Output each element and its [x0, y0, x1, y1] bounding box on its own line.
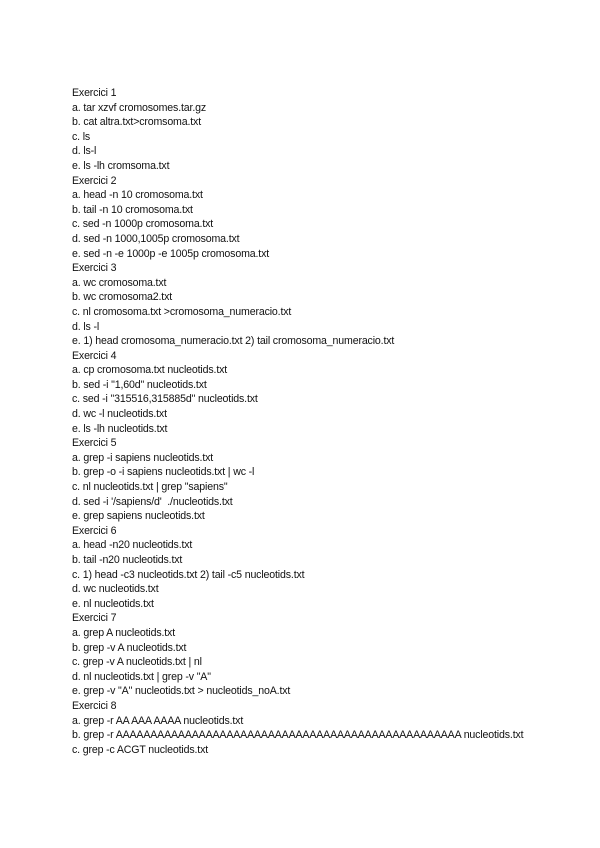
answer-line: b. tail -n 10 cromosoma.txt: [72, 203, 193, 216]
answer-line: a. grep -i sapiens nucleotids.txt: [72, 451, 214, 464]
answer-line: a. wc cromosoma.txt: [72, 276, 167, 289]
answer-line: d. sed -n 1000,1005p cromosoma.txt: [72, 232, 240, 245]
answer-line: e. nl nucleotids.txt: [72, 597, 154, 610]
section-heading-exercici-6: Exercici 6: [72, 524, 117, 537]
answer-line: d. nl nucleotids.txt | grep -v "A": [72, 670, 211, 683]
answer-line: c. grep -v A nucleotids.txt | nl: [72, 656, 202, 669]
answer-line-wrapped: b. grep -r AAAAAAAAAAAAAAAAAAAAAAAAAAAAAAAAAAAAAAAAAAAAAAAAAA nucleotids.txt: [72, 729, 524, 742]
answer-line: d. wc nucleotids.txt: [72, 583, 159, 596]
answer-line: a. head -n20 nucleotids.txt: [72, 539, 193, 552]
answer-line: e. grep sapiens nucleotids.txt: [72, 510, 205, 523]
answer-line: e. grep -v "A" nucleotids.txt > nucleotids_noA.txt: [72, 685, 291, 698]
answer-line: e. ls -lh nucleotids.txt: [72, 422, 168, 435]
answer-line: c. grep -c ACGT nucleotids.txt: [72, 743, 209, 756]
answer-line: c. nl cromosoma.txt >cromosoma_numeracio.txt: [72, 305, 292, 318]
section-heading-exercici-2: Exercici 2: [72, 174, 117, 187]
answer-line: e. ls -lh cromsoma.txt: [72, 159, 170, 172]
answer-line: b. sed -i "1,60d" nucleotids.txt: [72, 378, 207, 391]
answer-line: c. ls: [72, 130, 91, 143]
section-heading-exercici-3: Exercici 3: [72, 262, 117, 275]
answer-line: a. grep A nucleotids.txt: [72, 626, 175, 639]
answer-line: c. sed -i "315516,315885d" nucleotids.txt: [72, 393, 258, 406]
answer-line: a. head -n 10 cromosoma.txt: [72, 189, 203, 202]
section-heading-exercici-7: Exercici 7: [72, 612, 117, 625]
answer-line: e. sed -n -e 1000p -e 1005p cromosoma.txt: [72, 247, 270, 260]
answer-line: e. 1) head cromosoma_numeracio.txt 2) tail cromosoma_numeracio.txt: [72, 335, 395, 348]
section-heading-exercici-8: Exercici 8: [72, 699, 117, 712]
answer-line: a. tar xzvf cromosomes.tar.gz: [72, 101, 206, 114]
section-heading-exercici-5: Exercici 5: [72, 437, 117, 450]
section-heading-exercici-1: Exercici 1: [72, 87, 117, 99]
answer-line: b. cat altra.txt>cromsoma.txt: [72, 116, 201, 129]
answer-line: b. tail -n20 nucleotids.txt: [72, 554, 183, 566]
answer-line: d. sed -i '/sapiens/d' ./nucleotids.txt: [72, 495, 233, 508]
answer-line: c. sed -n 1000p cromosoma.txt: [72, 218, 214, 231]
answer-line: d. wc -l nucleotids.txt: [72, 408, 167, 421]
document-body: [72, 86, 542, 757]
answer-line: b. grep -o -i sapiens nucleotids.txt | wc -l: [72, 466, 255, 479]
answer-line: b. wc cromosoma2.txt: [72, 291, 173, 304]
answer-line: d. ls -l: [72, 320, 100, 333]
answer-line: d. ls-l: [72, 145, 97, 158]
answer-line: c. 1) head -c3 nucleotids.txt 2) tail -c5 nucleotids.txt: [72, 568, 305, 581]
answer-line: c. nl nucleotids.txt | grep "sapiens": [72, 481, 228, 494]
section-heading-exercici-4: Exercici 4: [72, 349, 117, 362]
answer-line: a. cp cromosoma.txt nucleotids.txt: [72, 364, 228, 377]
answer-line: b. grep -v A nucleotids.txt: [72, 641, 187, 654]
answer-line: a. grep -r AA AAA AAAA nucleotids.txt: [72, 714, 244, 727]
